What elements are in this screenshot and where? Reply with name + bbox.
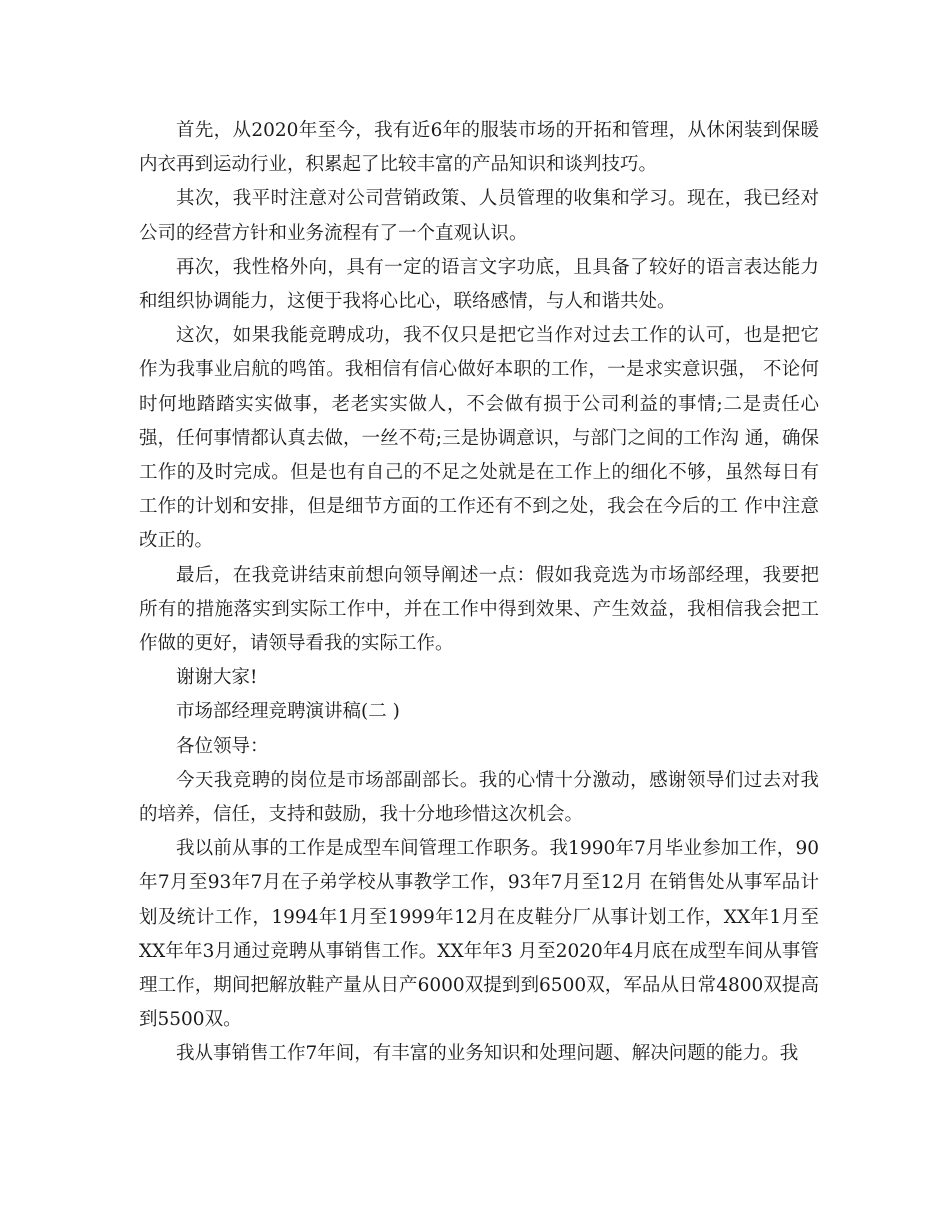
paragraph-sales: 我从事销售工作7年间，有丰富的业务知识和处理问题、解决问题的能力。我 bbox=[176, 1043, 799, 1065]
paragraph-study: 其次，我平时注意对公司营销政策、人员管理的收集和学习。现在，我已经对公司的经营方针和业务流程有了一个直观认识。 bbox=[139, 188, 819, 244]
paragraph-personality: 再次，我性格外向，具有一定的语言文字功底，且具备了较好的语言表达能力和组织协调能力，这便于我将心比心，联络感情，与人和谐共处。 bbox=[139, 256, 819, 313]
paragraph-closing: 最后，在我竞讲结束前想向领导阐述一点：假如我竞选为市场部经理，我要把所有的措施落实到实际工作中，并在工作中得到效果、产生效益，我相信我会把工作做的更好，请领导看我的实际工作。 bbox=[139, 564, 819, 655]
thanks-line: 谢谢大家! bbox=[176, 667, 258, 689]
paragraph-commitment: 这次，如果我能竞聘成功，我不仅只是把它当作对过去工作的认可，也是把它作为我事业启航的鸣笛。我相信有信心做好本职的工作，一是求实意识强， 不论何时何地踏踏实实做事，老老实实做人，不会做有损于公司利益的事情;二是责任心强，任何事情都认真去做，一丝不苟;三是协调意识，与部门之间的工作沟 通，确保工作的及时完成。但是也有自己的不足之处就是在工作上的细化不够，虽然每日有工作的计划和安排，但是细节方面的工作还有不到之处，我会在今后的工 作中注意改正的。 bbox=[139, 325, 819, 552]
paragraph-position: 今天我竞聘的岗位是市场部副部长。我的心情十分激动，感谢领导们过去对我的培养，信任，支持和鼓励，我十分地珍惜这次机会。 bbox=[139, 769, 819, 826]
paragraph-experience: 首先，从2020年至今，我有近6年的服装市场的开拓和管理，从休闲装到保暖内衣再到运动行业，积累起了比较丰富的产品知识和谈判技巧。 bbox=[139, 120, 819, 176]
paragraph-work-history: 我以前从事的工作是成型车间管理工作职务。我1990年7月毕业参加工作，90年7月至93年7月在子弟学校从事教学工作，93年7月至12月 在销售处从事军品计划及统计工作，1994年1月至1999年12月在皮鞋分厂从事计划工作，XX年1月至XX年年3月通过竞聘从事销售工作。XX年年3 月至2020年4月底在成型车间从事管理工作，期间把解放鞋产量从日产6000双提到到6500双，军品从日常4800双提高到5500双。 bbox=[139, 838, 819, 1031]
salutation: 各位领导： bbox=[176, 735, 269, 757]
document-body bbox=[139, 114, 819, 1072]
section-title: 市场部经理竞聘演讲稿(二 ) bbox=[176, 701, 400, 723]
